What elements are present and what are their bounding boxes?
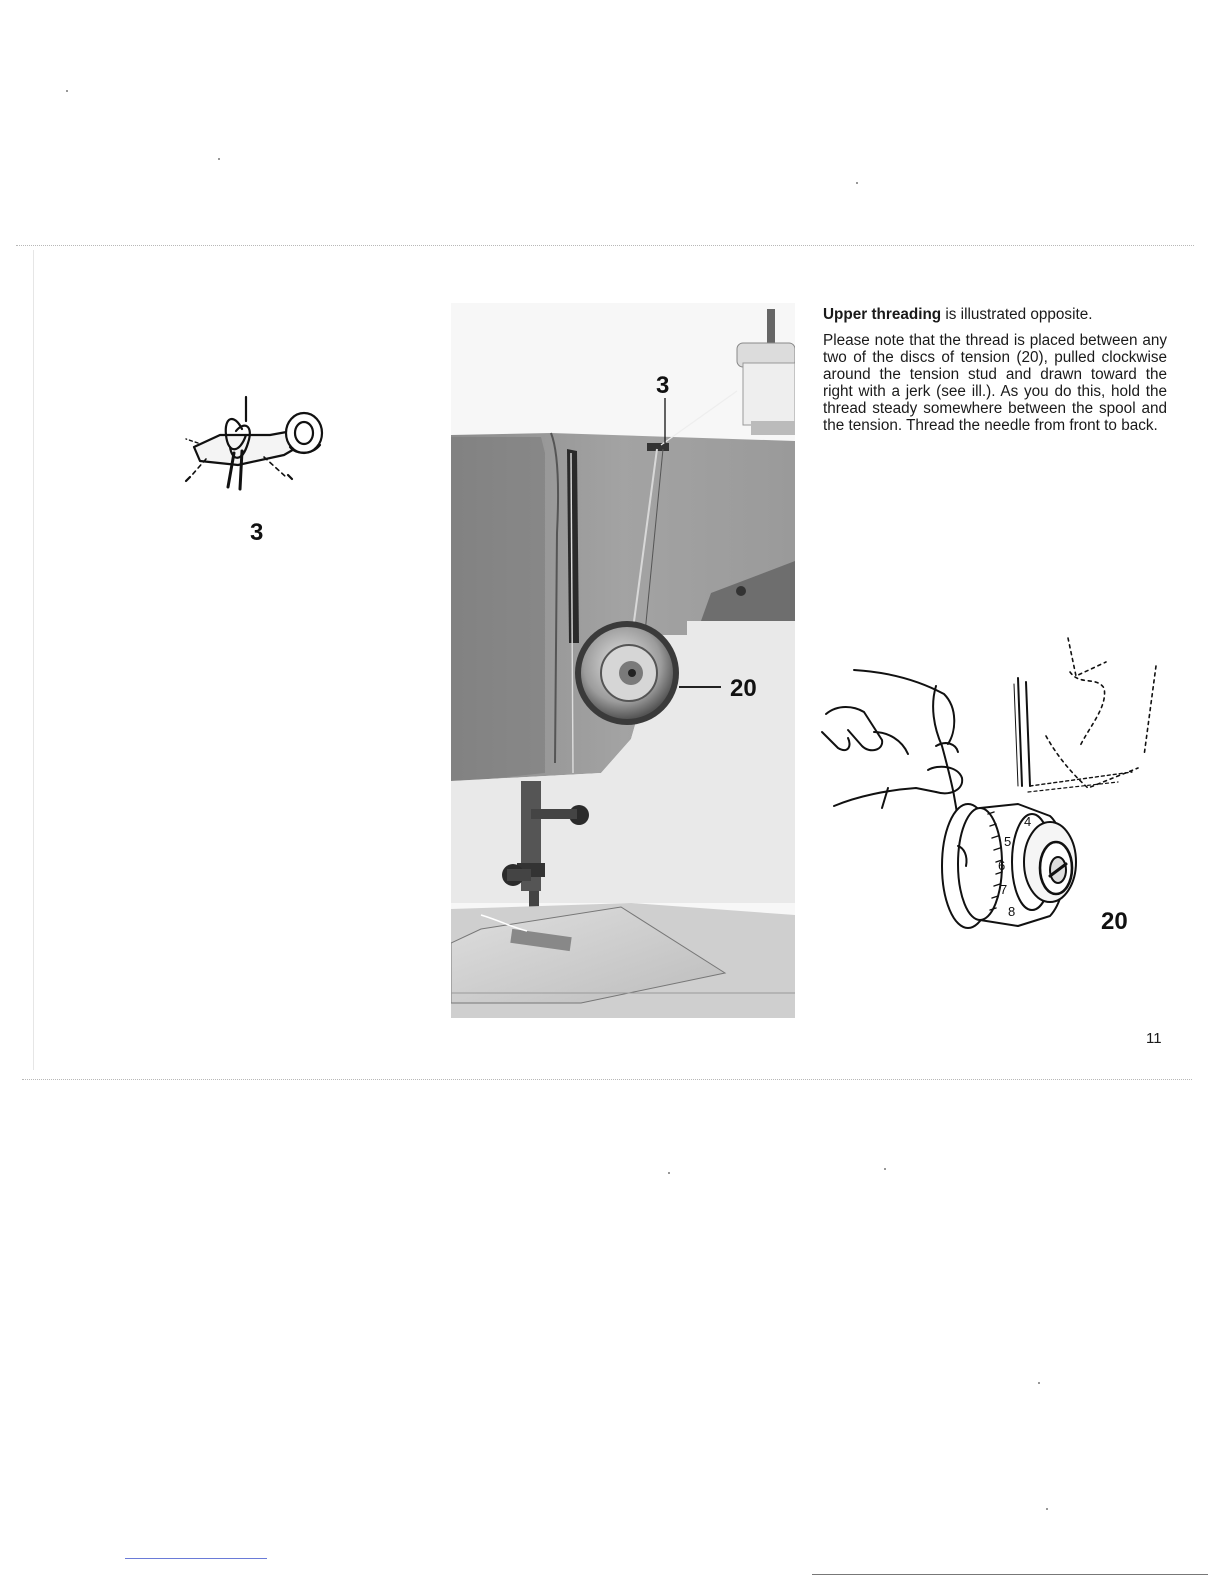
sewing-machine-photo <box>451 303 795 1018</box>
hand-tension-illustration <box>818 636 1178 946</box>
dial-number-6: 6 <box>998 858 1006 873</box>
page-number: 11 <box>1146 1030 1162 1047</box>
dial-number-7: 7 <box>1000 882 1008 897</box>
scan-speck <box>668 1172 670 1174</box>
hand-figure-label: 20 <box>1101 908 1128 935</box>
intro-line <box>823 306 1167 323</box>
scan-speck <box>66 90 68 92</box>
heading-rest: is illustrated opposite. <box>941 306 1093 323</box>
scan-edge-strip <box>812 1574 1208 1575</box>
small-figure-label: 3 <box>250 519 264 546</box>
scan-speck <box>1046 1508 1048 1510</box>
left-margin-line <box>33 250 34 1070</box>
scan-speck <box>218 158 220 160</box>
instructions-text <box>823 306 1167 443</box>
scan-speck <box>1038 1382 1040 1384</box>
bottom-rule <box>22 1079 1192 1080</box>
heading-bold: Upper threading <box>823 306 942 323</box>
top-rule <box>16 245 1194 246</box>
dial-number-4: 4 <box>1024 814 1032 829</box>
underline-artifact <box>125 1558 267 1559</box>
thread-guide-illustration <box>180 395 340 495</box>
dial-number-5: 5 <box>1004 834 1012 849</box>
scan-speck <box>884 1168 886 1170</box>
scan-speck <box>856 182 858 184</box>
dial-number-8: 8 <box>1008 904 1016 919</box>
photo-thread-guide-label: 3 <box>656 372 670 399</box>
body-paragraph: Please note that the thread is placed between any two of the discs of tension (20), pulled clockwise around the tension stud and drawn toward the right with a jerk (see ill.). As you do this, hold the thread steady somewhere between the spool and the tension. Thread the needle from front to back. <box>823 332 1167 434</box>
photo-tension-label: 20 <box>730 675 757 702</box>
